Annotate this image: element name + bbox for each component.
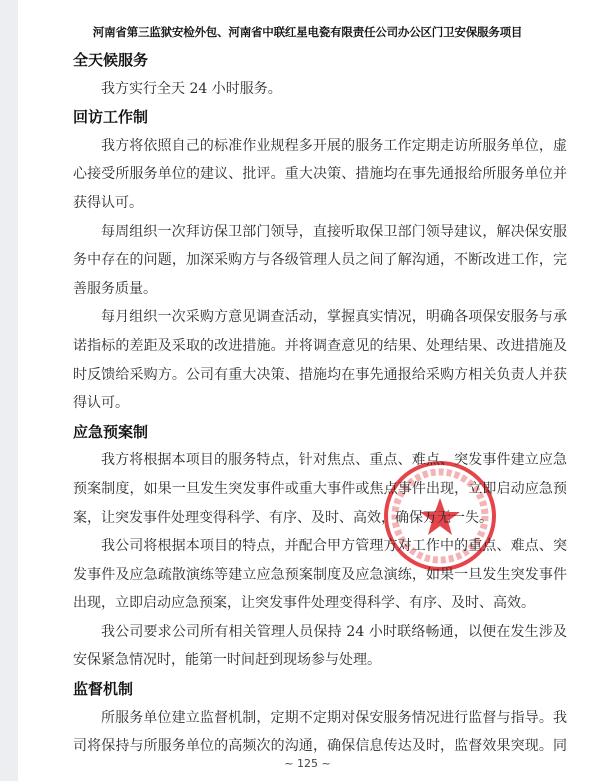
paragraph-line: 发事件及应急疏散演练等建立应急预案制度及应急演练，如果一旦发生突发事件 bbox=[73, 566, 567, 583]
paragraph-line: 我方将根据本项目的服务特点，针对焦点、重点、难点、突发事件建立应急 bbox=[101, 452, 567, 469]
paragraph-line: 心接受所服务单位的建议、批评。重大决策、措施均在事先通报给所服务单位并 bbox=[73, 166, 567, 183]
paragraph-line: 善服务质量。 bbox=[73, 280, 157, 297]
page-number: ~ 125 ~ bbox=[284, 757, 331, 770]
paragraph-line: 每月组织一次采购方意见调查活动，掌握真实情况，明确各项保安服务与承 bbox=[101, 309, 567, 326]
section-heading: 监督机制 bbox=[73, 680, 134, 699]
paragraph-line: 所服务单位建立监督机制，定期不定期对保安服务情况进行监督与指导。我 bbox=[101, 709, 567, 726]
paragraph-line: 每周组织一次拜访保卫部门领导，直接听取保卫部门领导建议，解决保安服 bbox=[101, 223, 567, 240]
paragraph-line: 我公司将根据本项目的特点，并配合甲方管理方对工作中的重点、难点、突 bbox=[101, 538, 567, 555]
paragraph-line: 安保紧急情况时，能第一时间赶到现场参与处理。 bbox=[73, 652, 381, 669]
paragraph-line: 我方实行全天 24 小时服务。 bbox=[101, 80, 282, 97]
document-body bbox=[73, 46, 567, 761]
paragraph-line: 我公司要求公司所有相关管理人员保持 24 小时联络畅通，以便在发生涉及 bbox=[101, 623, 567, 640]
section-heading: 回访工作制 bbox=[73, 108, 149, 127]
paragraph-line: 预案制度，如果一旦发生突发事件或重大事件或焦点事件出现，立即启动应急预 bbox=[73, 480, 567, 497]
paragraph-line: 务中存在的问题，加深采购方与各级管理人员之间了解沟通，不断改进工作，完 bbox=[73, 252, 567, 269]
paragraph-line: 得认可。 bbox=[73, 395, 129, 412]
paragraph-line: 我方将依照自己的标准作业规程多开展的服务工作定期走访所服务单位，虚 bbox=[101, 137, 567, 154]
paragraph-line: 案，让突发事件处理变得科学、有序、及时、高效，确保万无一失。 bbox=[73, 509, 493, 526]
section-heading: 全天候服务 bbox=[73, 51, 149, 69]
paragraph-line: 获得认可。 bbox=[73, 194, 143, 211]
section-heading: 应急预案制 bbox=[73, 422, 149, 441]
paragraph-line: 时反馈给采购方。公司有重大决策、措施均在事先通报给采购方相关负责人并获 bbox=[73, 366, 567, 383]
page-header: 河南省第三监狱安检外包、河南省中联红星电瓷有限责任公司办公区门卫安保服务项目 bbox=[92, 25, 523, 39]
viewer-gutter bbox=[0, 0, 18, 781]
paragraph-line: 司将保持与所服务单位的高频次的沟通，确保信息传达及时，监督效果突现。同 bbox=[73, 738, 567, 755]
paragraph-line: 出现，立即启动应急预案，让突发事件处理变得科学、有序、及时、高效。 bbox=[73, 595, 535, 612]
paragraph-line: 诺指标的差距及采取的改进措施。并将调查意见的结果、处理结果、改进措施及 bbox=[73, 337, 567, 354]
